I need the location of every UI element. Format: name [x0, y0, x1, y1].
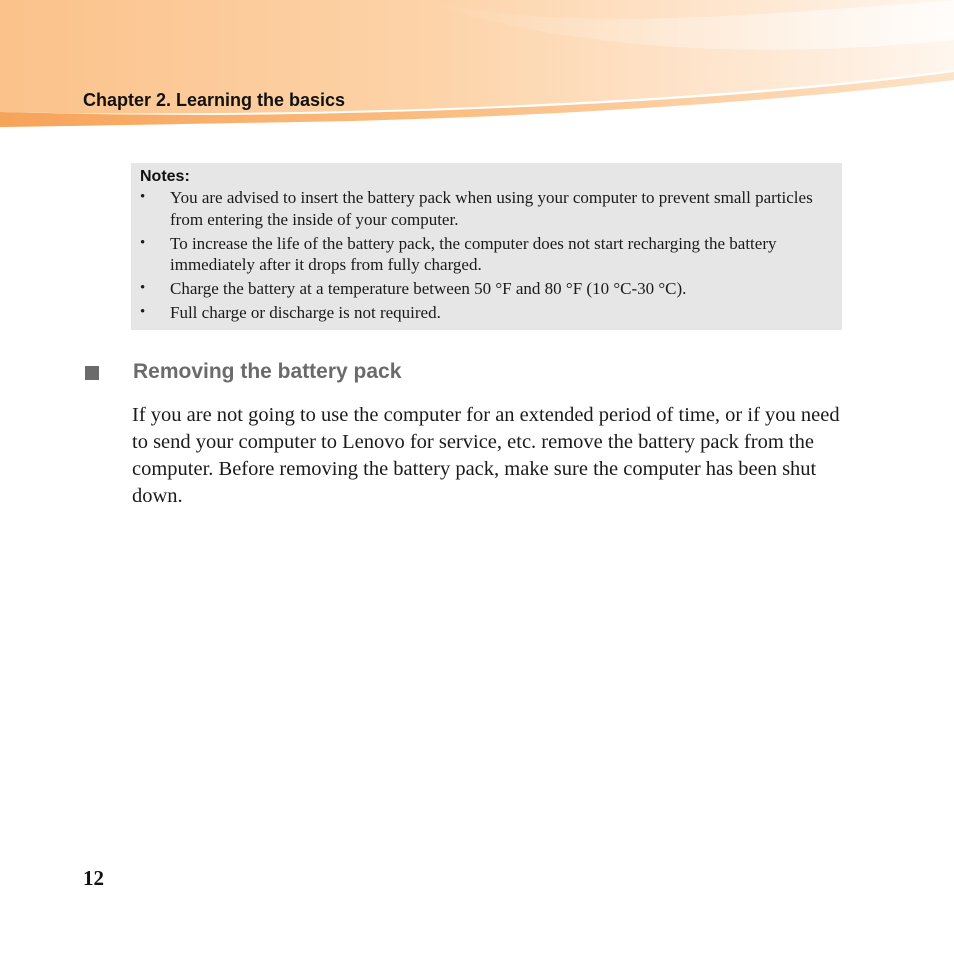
chapter-title: Chapter 2. Learning the basics: [83, 90, 346, 110]
page-number: 12: [83, 866, 104, 890]
square-bullet-icon: [85, 366, 99, 380]
note-text: You are advised to insert the battery pack when using your computer to prevent small particles from entering the inside of your computer.: [170, 188, 813, 229]
section-heading: Removing the battery pack: [133, 360, 402, 383]
bullet-icon: •: [140, 234, 146, 251]
bullet-icon: •: [140, 280, 146, 296]
bullet-icon: •: [140, 304, 146, 320]
list-item: [140, 302, 832, 324]
list-item: [140, 187, 832, 230]
note-text: Charge the battery at a temperature between 50 °F and 80 °F (10 °C-30 °C).: [170, 279, 687, 298]
note-text: To increase the life of the battery pack, the computer does not start recharging the battery immediately after it drops from fully charged.: [170, 233, 777, 274]
bullet-icon: •: [140, 189, 146, 205]
header-decorative-band: [0, 0, 954, 140]
notes-box: [131, 163, 842, 330]
notes-heading: Notes:: [140, 168, 190, 185]
section-body-text: If you are not going to use the computer for an extended period of time, or if you need to send your computer to Lenovo for service, etc. remove the battery pack from the computer. Before removing the battery pack, make sure the computer has been shut down.: [132, 404, 840, 507]
list-item: [140, 278, 832, 300]
notes-list: [140, 187, 832, 324]
list-item: [140, 233, 832, 276]
note-text: Full charge or discharge is not required.: [170, 303, 441, 322]
